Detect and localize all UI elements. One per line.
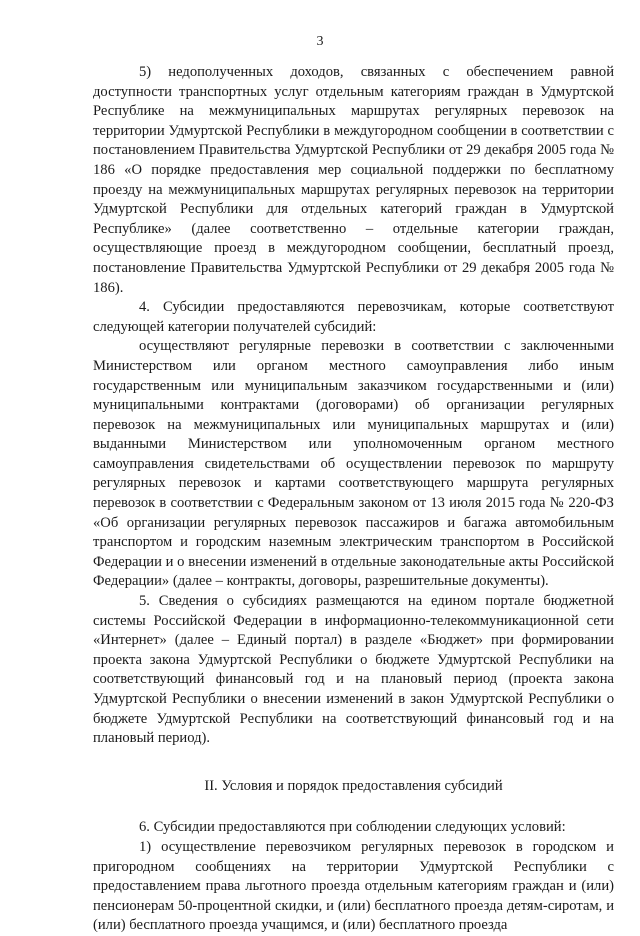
document-body bbox=[93, 63, 614, 936]
paragraph-6-conditions: 6. Субсидии предоставляются при соблюдении следующих условий: bbox=[139, 819, 566, 836]
paragraph-5-lost-revenue: 5) недополученных доходов, связанных с обеспечением равной доступности транспортных услуг отдельным категориям граждан в Удмуртской Республике на межмуниципальных маршрутах регулярных перевозок на территории Удмуртской Республики в междугородном сообщении в соответствии с постановлением Правительства Удмуртской Республики от 29 декабря 2005 года № 186 «О порядке предоставления мер социальной поддержки по бесплатному проезду на межмуниципальных маршрутах регулярных перевозок на территории Удмуртской Республики для отдельных категорий граждан в Удмуртской Республике» (далее соответственно – отдельные категории граждан, осуществляющие проезд в междугородном сообщении, бесплатный проезд, постановление Правительства Удмуртской Республики от 29 декабря 2005 года № 186). bbox=[93, 64, 614, 296]
paragraph-condition-1: 1) осуществление перевозчиком регулярных перевозок в городском и пригородном сообщениях на территории Удмуртской Республики с предоставлением права льготного проезда отдельным категориям граждан и (или) пенсионерам 50-процентной скидки, и (или) бесплатного проезда детям-сиротам, и (или) бесплатного проезда учащимся, и (или) бесплатного проезда bbox=[93, 838, 614, 934]
page-number: 3 bbox=[316, 34, 324, 49]
paragraph-recipient-criteria: осуществляют регулярные перевозки в соответствии с заключенными Министерством или органом местного самоуправления либо иным государственным или муниципальным заказчиком государственными и (или) муниципальными контрактами (договорами) об организации регулярных перевозок на межмуниципальных или муниципальных маршрутах и (или) выданными Министерством или уполномоченным органом местного самоуправления свидетельствами об осуществлении перевозок по маршруту регулярных перевозок и картами соответствующего маршрута регулярных перевозок в соответствии с Федеральным законом от 13 июля 2015 года № 220-ФЗ «Об организации регулярных перевозок пассажиров и багажа автомобильным транспортом и городским наземным электрическим транспортом в Российской Федерации и о внесении изменений в отдельные законодательные акты Российской Федерации» (далее – контракты, договоры, разрешительные документы). bbox=[93, 338, 614, 590]
section-heading: II. Условия и порядок предоставления субсидий bbox=[204, 777, 503, 794]
paragraph-4-recipients: 4. Субсидии предоставляются перевозчикам, которые соответствуют следующей категории получателей субсидий: bbox=[93, 299, 614, 335]
paragraph-5-publication: 5. Сведения о субсидиях размещаются на едином портале бюджетной системы Российской Федерации в информационно-телекоммуникационной сети «Интернет» (далее – Единый портал) в разделе «Бюджет» при формировании проекта закона Удмуртской Республики о бюджете Удмуртской Республики на соответствующий финансовый год и на плановый период (проекта закона Удмуртской Республики о внесении изменений в закон Удмуртской Республики о бюджете Удмуртской Республики на соответствующий финансовый год и на плановый период). bbox=[93, 593, 614, 747]
